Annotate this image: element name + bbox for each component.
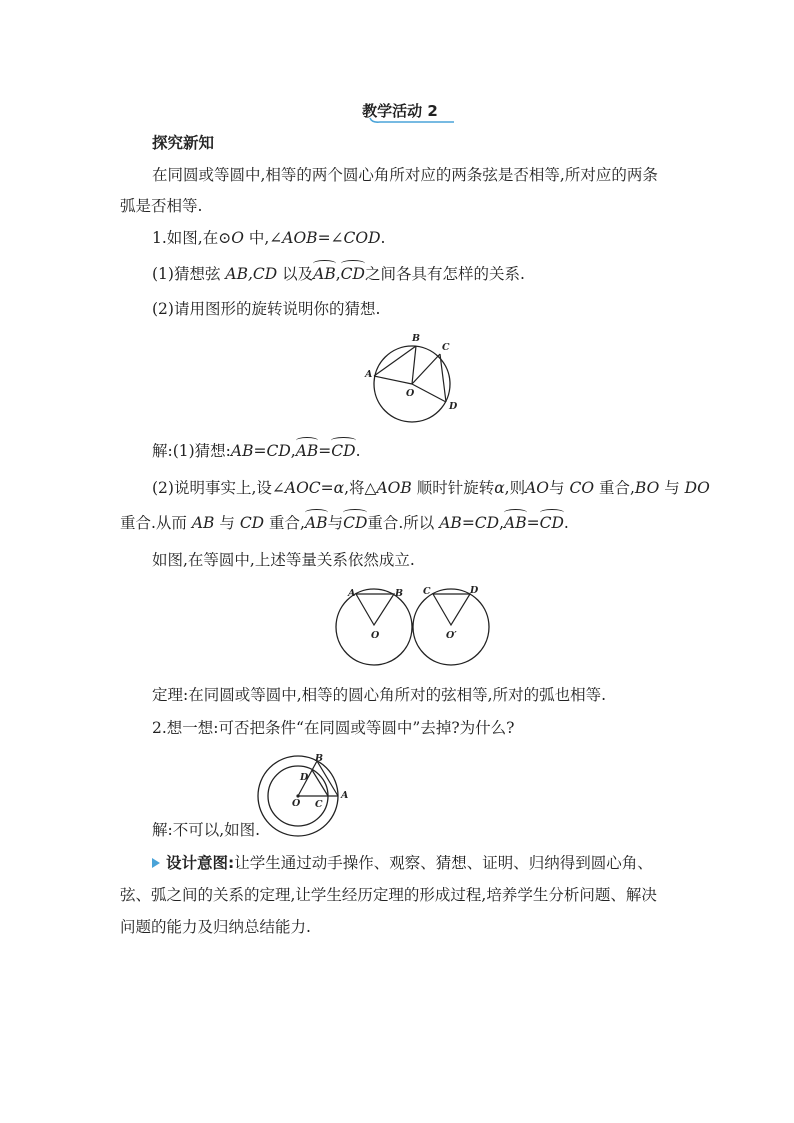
a2-l1-alpha: α — [333, 479, 345, 497]
q1-part1-prefix: (1)猜想弦 — [152, 265, 226, 283]
a2-l1-do: DO — [684, 479, 710, 497]
q1-part1-chords: AB,CD — [225, 265, 278, 283]
fig2-label-a: A — [348, 588, 356, 599]
answer1-arc-cd: CD — [331, 442, 356, 460]
q1-stem-mid: 中,∠ — [243, 229, 283, 247]
q1-stem-prefix: 1.如图,在⊙ — [152, 229, 232, 247]
a2-l1-aoc: AOC — [284, 479, 321, 497]
fig3-label-b: B — [315, 753, 324, 764]
a2-l2-f: , — [499, 514, 505, 532]
question-1-stem — [152, 228, 385, 248]
a2-l1-ao: AO — [525, 479, 550, 497]
answer-3: 解:不可以,如图. — [152, 821, 261, 839]
a2-l1-h: 与 — [659, 479, 685, 497]
q1-stem-cod: COD — [343, 229, 381, 247]
q1-stem-eq: =∠ — [317, 229, 344, 247]
a2-l2-ab: AB — [191, 514, 215, 532]
a2-l1-b: = — [320, 479, 334, 497]
question-1-part-2: (2)请用图形的旋转说明你的猜想. — [152, 300, 381, 318]
answer-2-line-1 — [152, 478, 710, 498]
a2-l2-arc-cd: CD — [343, 514, 368, 532]
answer1-comma: , — [290, 442, 296, 460]
a2-l2-a: 重合.从而 — [120, 514, 192, 532]
a2-l1-d: 顺时针旋转 — [411, 479, 495, 497]
a2-l2-cd: CD — [239, 514, 265, 532]
a2-l2-h: . — [563, 514, 569, 532]
a2-l2-arc-ab: AB — [304, 514, 328, 532]
fig2-triangle-cod — [433, 594, 470, 625]
fig2-label-c: C — [423, 586, 431, 597]
equal-circles-text: 如图,在等圆中,上述等量关系依然成立. — [152, 551, 415, 569]
a2-l1-e: ,则 — [504, 479, 526, 497]
figure-2-equal-circles — [333, 580, 493, 670]
a2-l1-a: (2)说明事实上,设∠ — [152, 479, 285, 497]
q1-part1-mid: 以及 — [277, 265, 314, 283]
a2-l1-bo: BO — [634, 479, 660, 497]
fig1-label-b: B — [412, 333, 421, 344]
fig2-circle-right — [413, 589, 489, 665]
figure-3-concentric-circles — [255, 752, 355, 842]
q1-part1-end: 之间各具有怎样的关系. — [364, 265, 525, 283]
a2-l2-c: 重合, — [264, 514, 305, 532]
fig2-label-d: D — [470, 585, 479, 596]
design-intent-text-1: 让学生通过动手操作、观察、猜想、证明、归纳得到圆心角、 — [234, 854, 653, 872]
question-2: 2.想一想:可否把条件“在同圆或等圆中”去掉?为什么? — [152, 719, 515, 737]
answer1-prefix: 解:(1)猜想: — [152, 442, 231, 460]
answer-2-line-2 — [120, 513, 569, 533]
answer1-end: . — [355, 442, 361, 460]
activity-heading: 教学活动 2 — [362, 102, 438, 120]
q1-stem-aob: AOB — [282, 229, 318, 247]
fig1-label-o: O — [406, 388, 415, 399]
a2-l1-g: 重合, — [594, 479, 635, 497]
answer1-eq: = — [318, 442, 332, 460]
fig1-radius-od — [412, 384, 446, 402]
intro-line-1: 在同圆或等圆中,相等的两个圆心角所对应的两条弦是否相等,所对应的两条 — [152, 166, 658, 184]
a2-l2-arc-ab2: AB — [504, 514, 527, 532]
fig2-label-b: B — [395, 588, 404, 599]
intro-line-2: 弧是否相等. — [120, 197, 203, 215]
theorem: 定理:在同圆或等圆中,相等的圆心角所对的弦相等,所对的弧也相等. — [152, 686, 607, 704]
a2-l1-alpha2: α — [494, 479, 505, 497]
question-1-part-1 — [152, 264, 525, 284]
fig2-label-o: O — [371, 630, 380, 641]
a2-l2-d: 与 — [327, 514, 344, 532]
fig1-label-a: A — [365, 369, 373, 380]
q1-arc-cd: CD — [340, 265, 365, 283]
heading-underline-decoration — [368, 114, 458, 126]
fig2-label-o-prime: O′ — [446, 630, 457, 641]
answer1-arc-ab: AB — [295, 442, 319, 460]
fig1-radius-oa — [374, 376, 412, 384]
a2-l1-aob: AOB — [376, 479, 412, 497]
fig3-label-c: C — [315, 799, 323, 810]
a2-l2-arc-cd2: CD — [539, 514, 564, 532]
a2-l1-co: CO — [569, 479, 595, 497]
fig3-label-o: O — [292, 798, 301, 809]
q1-comma: , — [335, 265, 341, 283]
play-marker-icon — [152, 858, 160, 868]
fig3-label-a: A — [341, 790, 349, 801]
a2-l2-e: 重合.所以 — [367, 514, 440, 532]
a2-l2-eq: AB=CD — [439, 514, 500, 532]
a2-l1-c: ,将△ — [344, 479, 377, 497]
q1-stem-o: O — [231, 229, 244, 247]
answer-1 — [152, 441, 361, 461]
design-intent-line-1 — [152, 853, 653, 873]
a2-l2-g: = — [526, 514, 540, 532]
figure-1-circle-angles — [360, 330, 460, 426]
fig2-circle-left — [336, 589, 412, 665]
fig1-radius-ob — [412, 346, 416, 384]
fig1-radius-oc — [412, 354, 440, 384]
answer1-eq1: AB=CD — [230, 442, 291, 460]
q1-arc-ab: AB — [313, 265, 336, 283]
design-intent-label: 设计意图: — [166, 854, 235, 872]
design-intent-line-2: 弦、弧之间的关系的定理,让学生经历定理的形成过程,培养学生分析问题、解决 — [120, 886, 657, 904]
a2-l1-f: 与 — [549, 479, 570, 497]
q1-stem-end: . — [380, 229, 386, 247]
a2-l2-b: 与 — [214, 514, 240, 532]
fig3-label-d: D — [300, 772, 309, 783]
design-intent-line-3: 问题的能力及归纳总结能力. — [120, 918, 311, 936]
section-title: 探究新知 — [152, 134, 215, 152]
fig2-triangle-aob — [356, 594, 394, 625]
fig1-label-c: C — [442, 342, 450, 353]
fig1-label-d: D — [449, 401, 458, 412]
